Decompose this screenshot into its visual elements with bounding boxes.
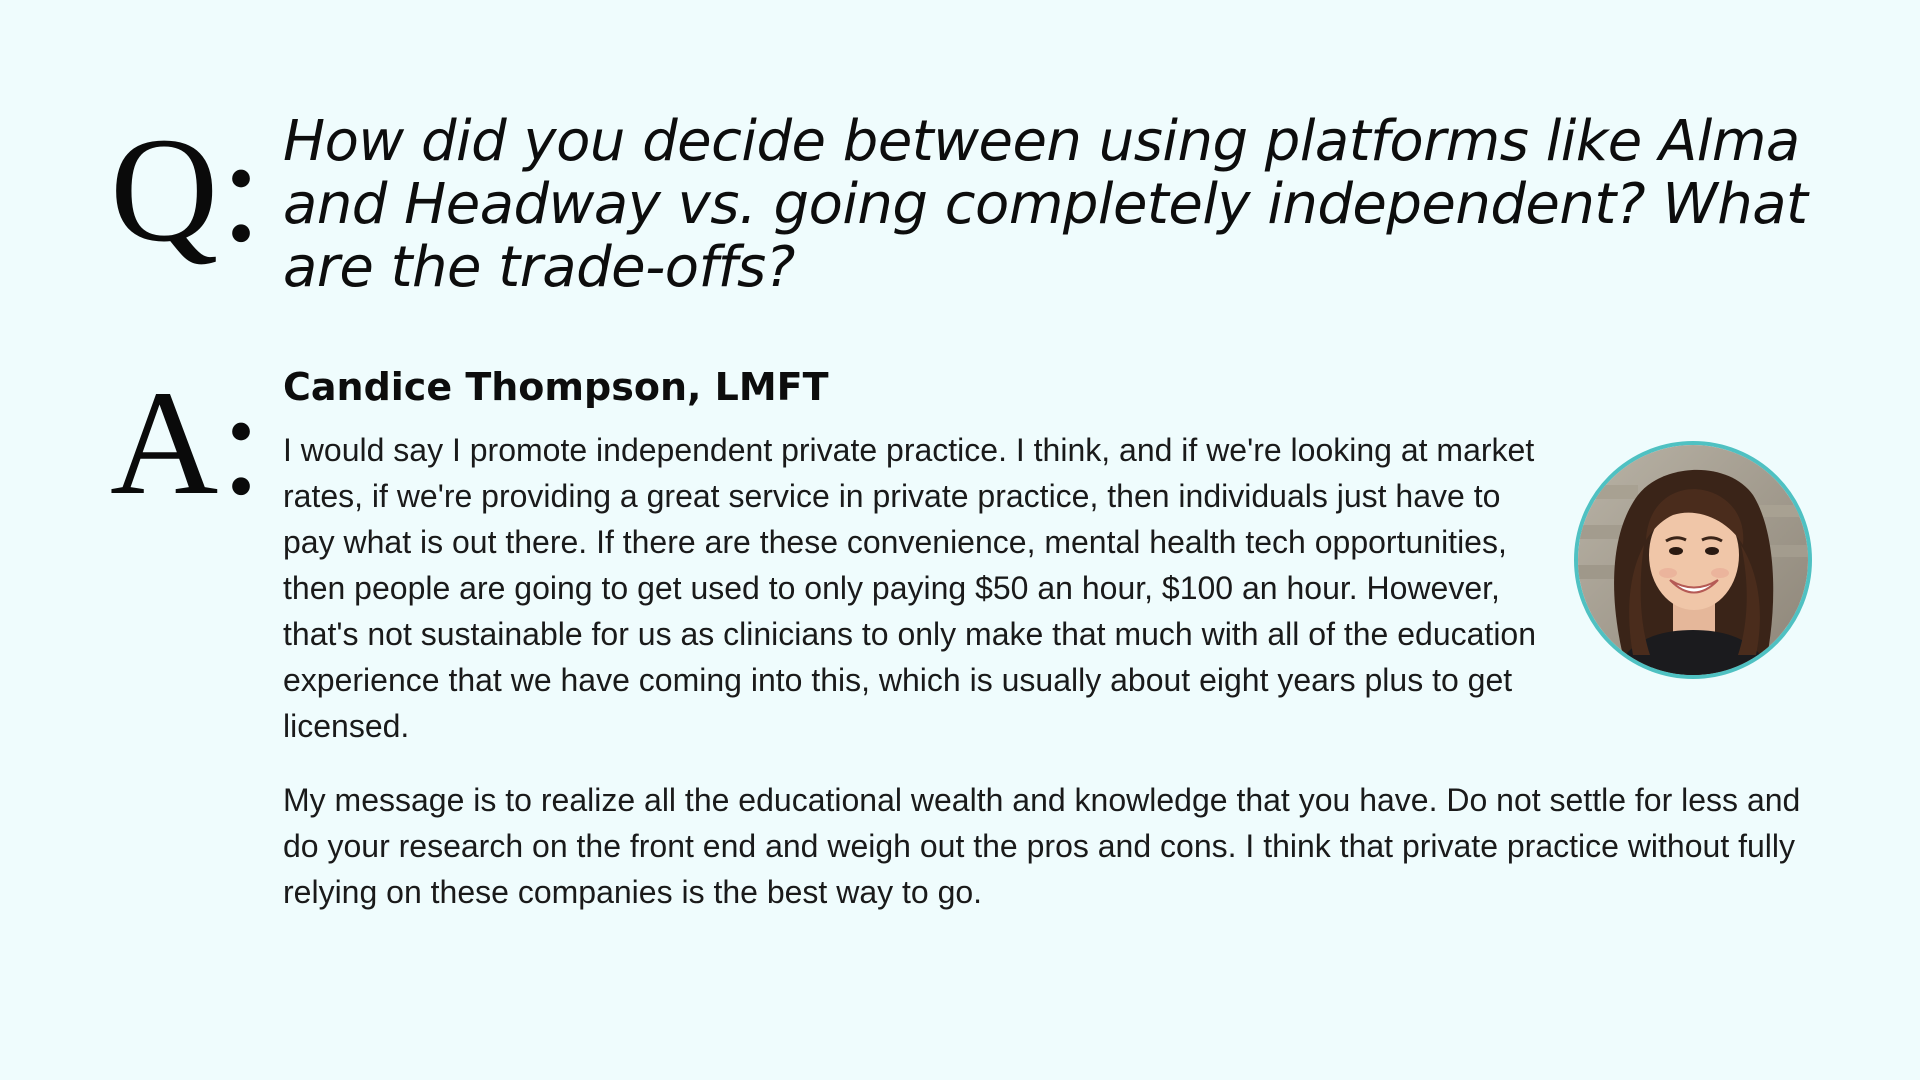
speaker-name: Candice Thompson, LMFT [283, 365, 829, 409]
answer-marker: A: [110, 360, 264, 526]
answer-paragraph-2: My message is to realize all the educational wealth and knowledge that you have. Do not settle for less and do your research on the front end and weigh out the pros and cons. I think that private practice without fully relying on these companies is the best way to go. [283, 782, 1801, 910]
speaker-avatar [1574, 441, 1812, 679]
question-marker: Q: [110, 107, 264, 273]
answer-paragraph-1: I would say I promote independent private practice. I think, and if we're looking at market rates, if we're providing a great service in private practice, then individuals just have to pay what is out there. If there are these convenience, mental health tech opportunities, then people are going to get used to only paying $50 an hour, $100 an hour. However, that's not sustainable for us as clinicians to only make that much with all of the education experience that we have coming into this, which is usually about eight years plus to get licensed. [283, 432, 1537, 744]
portrait-photo-icon [1578, 445, 1808, 675]
question-text: How did you decide between using platforms like Alma and Headway vs. going completely independent? What are the trade-offs? [283, 109, 1808, 300]
